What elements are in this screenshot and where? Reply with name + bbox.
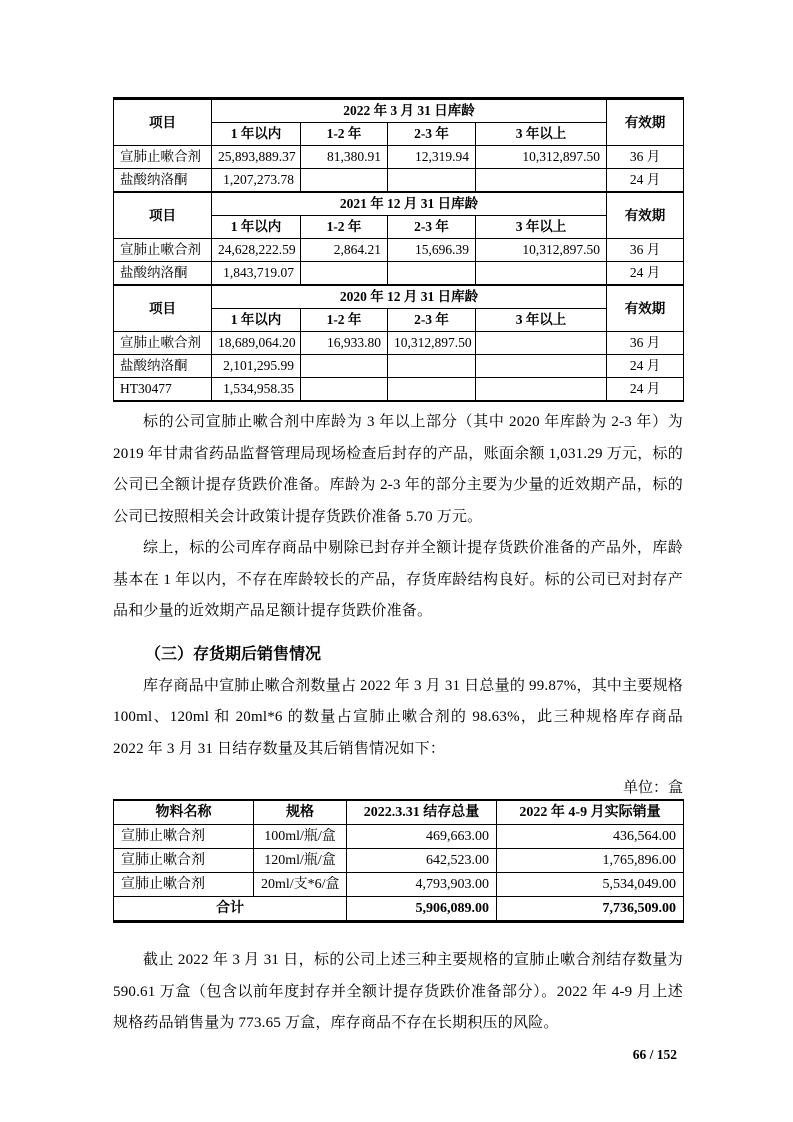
value-cell — [476, 378, 607, 402]
total-label-cell: 合计 — [114, 897, 347, 922]
sales-cell: 436,564.00 — [497, 825, 684, 849]
validity-cell: 36 月 — [607, 239, 684, 262]
table-row — [114, 262, 684, 286]
age-bucket-header-cell: 1-2 年 — [301, 123, 388, 146]
value-cell — [476, 169, 607, 193]
paragraph-sales-intro: 库存商品中宣肺止嗽合剂数量占 2022 年 3 月 31 日总量的 99.87%，其中主要规格 100ml、120ml 和 20ml*6 的数量占宣肺止嗽合剂的 98.63%，此三种规格库存商品 2022 年 3 月 31 日结存数量及其后销售情况如下： — [113, 677, 683, 757]
sales-cell: 5,534,049.00 — [497, 873, 684, 897]
table-row — [114, 849, 684, 873]
stock-cell: 469,663.00 — [347, 825, 497, 849]
table-row — [114, 800, 684, 825]
validity-cell: 24 月 — [607, 262, 684, 286]
table-row — [114, 332, 684, 355]
value-cell — [388, 355, 476, 378]
section-heading: （三）存货期后销售情况 — [145, 645, 322, 663]
value-cell — [301, 355, 388, 378]
validity-header-cell: 有效期 — [607, 285, 684, 332]
item-header-cell: 项目 — [114, 285, 212, 332]
value-cell — [388, 378, 476, 402]
value-cell — [476, 332, 607, 355]
value-cell: 16,933.80 — [301, 332, 388, 355]
stock-cell: 4,793,903.00 — [347, 873, 497, 897]
age-bucket-header-cell: 2-3 年 — [388, 123, 476, 146]
value-cell — [301, 262, 388, 286]
value-cell — [388, 169, 476, 193]
item-cell: 盐酸纳洛酮 — [114, 169, 212, 193]
value-cell: 25,893,889.37 — [212, 146, 301, 169]
age-bucket-header-cell: 1-2 年 — [301, 216, 388, 239]
page-number: 66 / 152 — [632, 1046, 677, 1062]
validity-cell: 24 月 — [607, 378, 684, 402]
table-row — [114, 239, 684, 262]
validity-cell: 36 月 — [607, 146, 684, 169]
value-cell: 12,319.94 — [388, 146, 476, 169]
value-cell — [476, 355, 607, 378]
age-bucket-header-cell: 2-3 年 — [388, 309, 476, 332]
page-content — [113, 97, 683, 1063]
period-header-cell: 2021 年 12 月 31 日库龄 — [212, 192, 607, 216]
validity-cell: 24 月 — [607, 169, 684, 193]
value-cell: 15,696.39 — [388, 239, 476, 262]
paragraph-sealed-products: 标的公司宣肺止嗽合剂中库龄为 3 年以上部分（其中 2020 年库龄为 2-3 年）为 2019 年甘肃省药品监督管理局现场检查后封存的产品，账面余额 1,031.29 万元，标的公司已全额计提存货跌价准备。库龄为 2-3 年的部分主要为少量的近效期产品，标的公司已按照相关会计政策计提存货跌价准备 5.70 万元。 — [113, 414, 683, 525]
item-cell: 盐酸纳洛酮 — [114, 262, 212, 286]
age-bucket-header-cell: 1 年以内 — [212, 216, 301, 239]
unit-label: 单位：盒 — [622, 780, 683, 796]
material-name-cell: 宣肺止嗽合剂 — [114, 825, 254, 849]
age-bucket-header-cell: 1 年以内 — [212, 123, 301, 146]
stock-header-cell: 2022.3.31 结存总量 — [347, 800, 497, 825]
value-cell: 10,312,897.50 — [476, 239, 607, 262]
item-cell: 盐酸纳洛酮 — [114, 355, 212, 378]
value-cell — [301, 378, 388, 402]
item-header-cell: 项目 — [114, 99, 212, 146]
table-row — [114, 873, 684, 897]
spec-cell: 120ml/瓶/盒 — [254, 849, 347, 873]
value-cell: 1,207,273.78 — [212, 169, 301, 193]
item-cell: 宣肺止嗽合剂 — [114, 332, 212, 355]
value-cell: 81,380.91 — [301, 146, 388, 169]
validity-cell: 36 月 — [607, 332, 684, 355]
validity-cell: 24 月 — [607, 355, 684, 378]
material-name-header-cell: 物料名称 — [114, 800, 254, 825]
total-stock-cell: 5,906,089.00 — [347, 897, 497, 922]
age-bucket-header-cell: 3 年以上 — [476, 216, 607, 239]
value-cell: 2,101,295.99 — [212, 355, 301, 378]
value-cell: 1,843,719.07 — [212, 262, 301, 286]
validity-header-cell: 有效期 — [607, 192, 684, 239]
table-row — [114, 378, 684, 402]
spec-cell: 20ml/支*6/盒 — [254, 873, 347, 897]
material-name-cell: 宣肺止嗽合剂 — [114, 849, 254, 873]
paragraph-aging-summary: 综上，标的公司库存商品中剔除已封存并全额计提存货跌价准备的产品外，库龄基本在 1 年以内，不存在库龄较长的产品，存货库龄结构良好。标的公司已对封存产品和少量的近效期产品足额计提存货跌价准备。 — [113, 540, 683, 619]
value-cell: 1,534,958.35 — [212, 378, 301, 402]
stock-cell: 642,523.00 — [347, 849, 497, 873]
value-cell — [388, 262, 476, 286]
period-header-cell: 2022 年 3 月 31 日库龄 — [212, 99, 607, 123]
age-bucket-header-cell: 1-2 年 — [301, 309, 388, 332]
sales-header-cell: 2022 年 4-9 月实际销量 — [497, 800, 684, 825]
paragraph-conclusion: 截止 2022 年 3 月 31 日，标的公司上述三种主要规格的宣肺止嗽合剂结存数量为 590.61 万盒（包含以前年度封存并全额计提存货跌价准备部分）。2022 年 4-9 月上述规格药品销售量为 773.65 万盒，库存商品不存在长期积压的风险。 — [113, 952, 683, 1031]
age-bucket-header-cell: 1 年以内 — [212, 309, 301, 332]
value-cell — [301, 169, 388, 193]
material-name-cell: 宣肺止嗽合剂 — [114, 873, 254, 897]
value-cell: 10,312,897.50 — [388, 332, 476, 355]
table-row — [114, 169, 684, 193]
validity-header-cell: 有效期 — [607, 99, 684, 146]
age-bucket-header-cell: 3 年以上 — [476, 123, 607, 146]
item-cell: 宣肺止嗽合剂 — [114, 146, 212, 169]
item-header-cell: 项目 — [114, 192, 212, 239]
value-cell: 18,689,064.20 — [212, 332, 301, 355]
table-total-row — [114, 897, 684, 922]
value-cell: 2,864.21 — [301, 239, 388, 262]
table-row — [114, 192, 684, 216]
table-row — [114, 285, 684, 309]
age-bucket-header-cell: 3 年以上 — [476, 309, 607, 332]
period-header-cell: 2020 年 12 月 31 日库龄 — [212, 285, 607, 309]
table-row — [114, 355, 684, 378]
post-period-sales-table — [113, 799, 684, 923]
age-bucket-header-cell: 2-3 年 — [388, 216, 476, 239]
spec-cell: 100ml/瓶/盒 — [254, 825, 347, 849]
spec-header-cell: 规格 — [254, 800, 347, 825]
table-row — [114, 146, 684, 169]
table-row — [114, 99, 684, 123]
value-cell — [476, 262, 607, 286]
total-sales-cell: 7,736,509.00 — [497, 897, 684, 922]
inventory-aging-table — [113, 97, 684, 402]
sales-cell: 1,765,896.00 — [497, 849, 684, 873]
item-cell: 宣肺止嗽合剂 — [114, 239, 212, 262]
value-cell: 10,312,897.50 — [476, 146, 607, 169]
value-cell: 24,628,222.59 — [212, 239, 301, 262]
item-cell: HT30477 — [114, 378, 212, 402]
table-row — [114, 825, 684, 849]
